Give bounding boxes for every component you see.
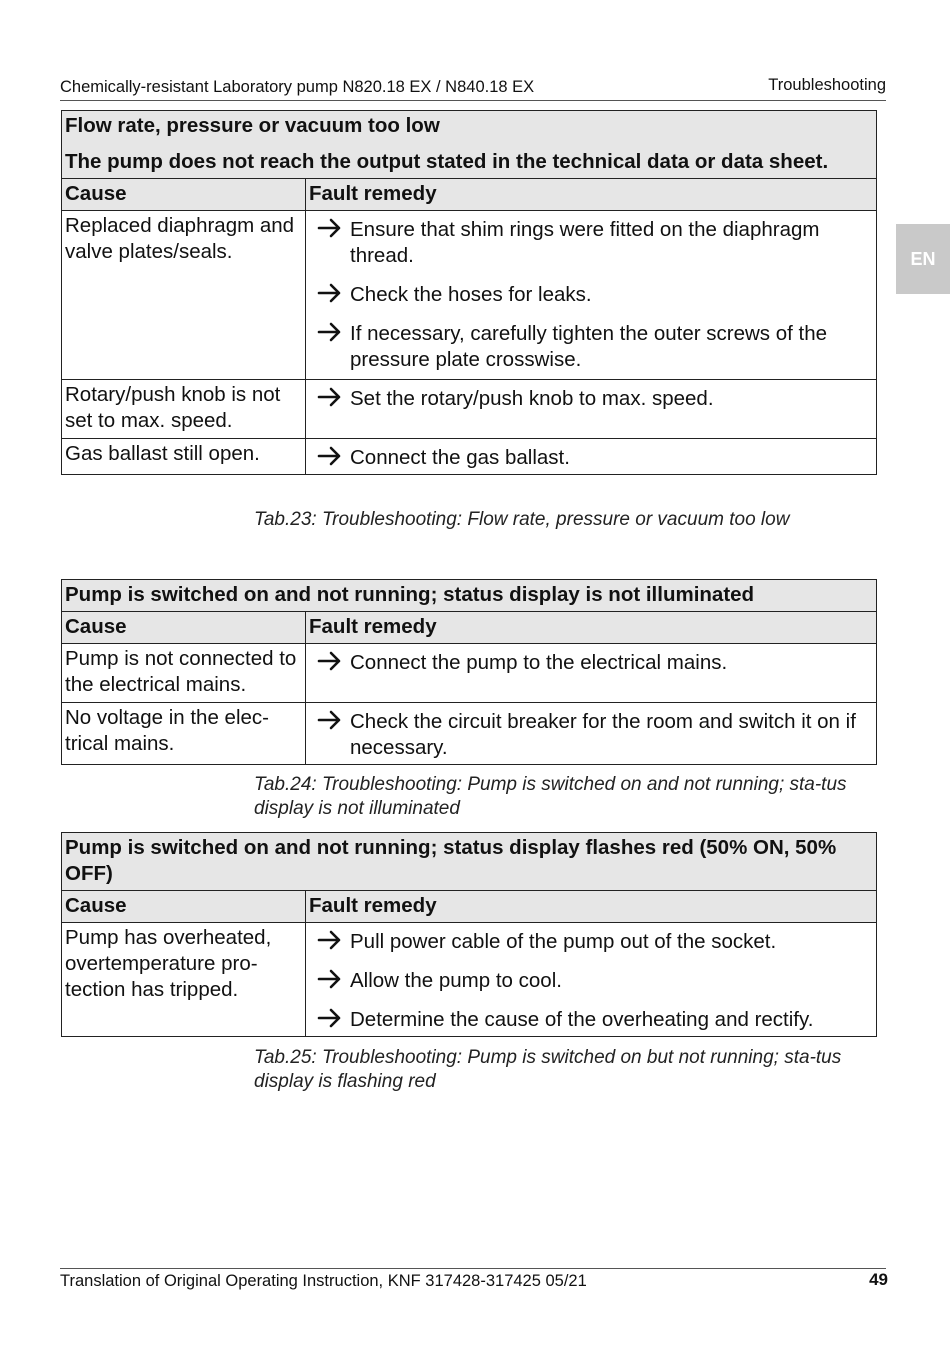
arrow-right-icon xyxy=(317,321,350,373)
table-title: Flow rate, pressure or vacuum too low xyxy=(65,114,440,137)
arrow-right-icon xyxy=(317,929,350,955)
column-header-cause: Cause xyxy=(62,891,306,923)
column-header-remedy: Fault remedy xyxy=(306,891,877,923)
table-heading xyxy=(62,833,877,891)
arrow-right-icon xyxy=(317,709,350,761)
page-number: 49 xyxy=(869,1270,888,1289)
table-row xyxy=(62,380,877,439)
language-tab[interactable]: EN xyxy=(896,224,950,294)
table-row xyxy=(62,923,877,1037)
remedy-item: Allow the pump to cool. xyxy=(317,968,873,994)
troubleshooting-table-25 xyxy=(61,832,877,1037)
remedy-item: Set the rotary/push knob to max. speed. xyxy=(317,386,873,412)
arrow-right-icon xyxy=(317,1007,350,1033)
header-section: Troubleshooting xyxy=(768,76,886,94)
footer-text: Translation of Original Operating Instruction, KNF 317428-317425 05/21 xyxy=(60,1272,587,1290)
footer-divider xyxy=(60,1268,886,1269)
arrow-right-icon xyxy=(317,282,350,308)
remedy-item: If necessary, carefully tighten the outer screws of the pressure plate crosswise. xyxy=(317,321,873,373)
table-heading xyxy=(62,580,877,612)
remedy-cell xyxy=(306,644,877,703)
remedy-cell xyxy=(306,211,877,380)
column-header-cause: Cause xyxy=(62,612,306,644)
cause-cell: Pump has overheated, overtemperature pro-tection has tripped. xyxy=(62,923,306,1037)
troubleshooting-table-23 xyxy=(61,110,877,475)
header-title: Chemically-resistant Laboratory pump N820.18 EX / N840.18 EX xyxy=(60,78,535,96)
remedy-cell xyxy=(306,439,877,475)
column-header-remedy: Fault remedy xyxy=(306,612,877,644)
troubleshooting-table-24 xyxy=(61,579,877,765)
cause-cell: Rotary/push knob is not set to max. speed. xyxy=(62,380,306,439)
remedy-item: Check the hoses for leaks. xyxy=(317,282,873,308)
table-row xyxy=(62,703,877,765)
arrow-right-icon xyxy=(317,445,350,471)
remedy-item: Check the circuit breaker for the room and switch it on if necessary. xyxy=(317,709,873,761)
table-row xyxy=(62,439,877,475)
remedy-cell xyxy=(306,703,877,765)
table-subtitle: The pump does not reach the output stated in the technical data or data sheet. xyxy=(65,150,829,173)
cause-cell: Gas ballast still open. xyxy=(62,439,306,475)
table-title: Pump is switched on and not running; status display is not illuminated xyxy=(65,583,755,606)
column-header-remedy: Fault remedy xyxy=(306,179,877,211)
table-title: Pump is switched on and not running; status display flashes red (50% ON, 50% OFF) xyxy=(65,836,837,885)
arrow-right-icon xyxy=(317,650,350,676)
cause-cell: Replaced diaphragm and valve plates/seals. xyxy=(62,211,306,380)
table-caption: Tab.24: Troubleshooting: Pump is switched on and not running; sta-tus display is not illuminated xyxy=(254,774,847,819)
cause-cell: Pump is not connected to the electrical mains. xyxy=(62,644,306,703)
remedy-cell xyxy=(306,923,877,1037)
arrow-right-icon xyxy=(317,386,350,412)
header-divider xyxy=(60,100,886,101)
arrow-right-icon xyxy=(317,217,350,269)
remedy-item: Pull power cable of the pump out of the socket. xyxy=(317,929,873,955)
table-caption: Tab.25: Troubleshooting: Pump is switched on but not running; sta-tus display is flashing red xyxy=(254,1047,842,1092)
table-row xyxy=(62,211,877,380)
arrow-right-icon xyxy=(317,968,350,994)
table-row xyxy=(62,644,877,703)
cause-cell: No voltage in the elec-trical mains. xyxy=(62,703,306,765)
remedy-item: Ensure that shim rings were fitted on the diaphragm thread. xyxy=(317,217,873,269)
remedy-item: Determine the cause of the overheating and rectify. xyxy=(317,1007,873,1033)
remedy-item: Connect the gas ballast. xyxy=(317,445,873,471)
table-heading xyxy=(62,111,877,179)
column-header-cause: Cause xyxy=(62,179,306,211)
table-caption: Tab.23: Troubleshooting: Flow rate, pressure or vacuum too low xyxy=(254,509,790,530)
remedy-item: Connect the pump to the electrical mains. xyxy=(317,650,873,676)
remedy-cell xyxy=(306,380,877,439)
